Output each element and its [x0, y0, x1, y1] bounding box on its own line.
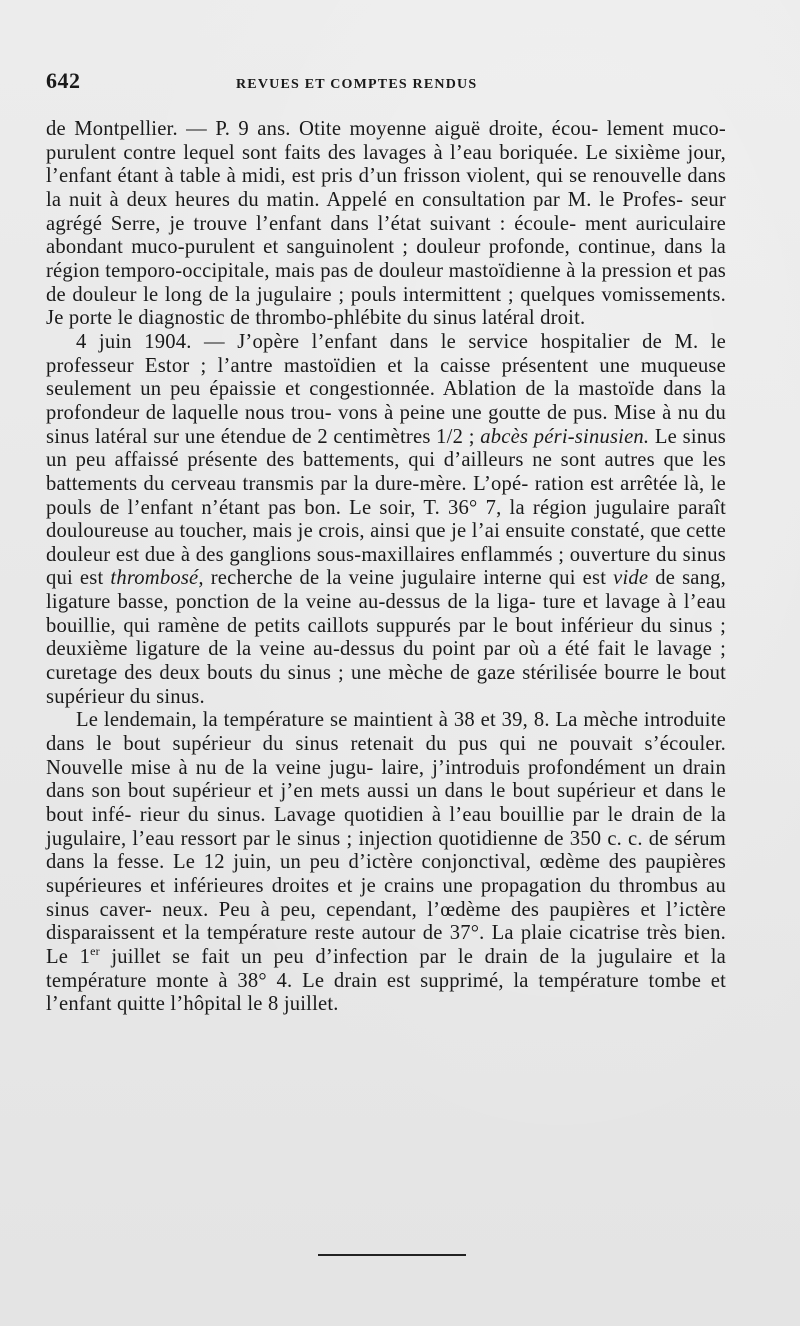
text-line: disparaissent et la température reste autour de 37°. La plaie [46, 922, 562, 945]
text-line: supprimé, la température tombe et l’enfant quitte l’hôpital le [46, 969, 726, 1016]
italic-phrase: abcès péri-sinusien. [480, 425, 650, 448]
italic-word: thrombosé, [110, 567, 204, 590]
text-line: au-dessus du point par où a été fait le lavage ; curetage des [46, 638, 726, 685]
text-line: jugulaire ; pouls intermittent ; quelques vomissements. Je porte le [46, 283, 726, 330]
text-line: une muqueuse seulement un peu épaissie et congestionnée. [46, 354, 726, 401]
paragraph-follow-up [46, 709, 726, 1017]
text-line: seur agrégé Serre, je trouve l’enfant dans l’état suivant : écoule- [46, 188, 726, 235]
text-line: je crois, ainsi que je l’ai ensuite constaté, que cette douleur est due à [46, 520, 726, 566]
text-line: deux heures du matin. Appelé en consultation par M. le Profes- [126, 188, 684, 211]
text-line: La mèche introduite dans le bout supérieur du sinus retenait du [46, 709, 726, 756]
text-line-part: est [79, 567, 111, 590]
text-line: vons à peine une goutte de pus. Mise à nu du sinus latéral sur une [46, 401, 726, 448]
text-line: laire, j’introduis profondément un drain dans son bout supérieur [46, 756, 726, 803]
text-line: M. le professeur Estor ; l’antre mastoïdien et la caisse présentent [46, 330, 726, 377]
text-line-part: étendue de 2 centimètres 1/2 ; [220, 425, 481, 448]
text-line: douleur mastoïdienne à la pression et pas de douleur le long de la [46, 259, 726, 306]
paragraph-case-history [46, 118, 726, 331]
text-line: T. 36° 7, la région jugulaire paraît douloureuse au toucher, mais [46, 496, 726, 543]
text-line-part: Le sinus un [46, 425, 726, 472]
text-line: que les battements du cerveau transmis par la dure-mère. L’opé- [46, 449, 726, 495]
page-header [46, 68, 726, 104]
text-line: deux bouts du sinus ; une mèche de gaze stérilisée bourre le bout [159, 662, 726, 685]
text-line: jugulaire, l’eau ressort par le sinus ; injection quotidienne de [46, 827, 564, 850]
section-end-rule [318, 1254, 466, 1256]
text-line-part: juillet se fait un peu d’infection par le [99, 945, 474, 968]
text-line: l’eau boriquée. Le sixième jour, l’enfant étant à table à midi, [46, 141, 726, 188]
text-line: droites et je crains une propagation du thrombus au sinus caver- [46, 875, 726, 921]
text-line: pus qui ne pouvait s’écouler. Nouvelle mise à nu de la veine jugu- [46, 733, 726, 779]
paragraph-operation [46, 331, 726, 710]
text-line: est pris d’un frisson violent, qui se renouvelle dans la nuit à [46, 165, 726, 211]
text-line: ture et lavage à l’eau bouillie, qui ramène de petits caillots suppurés [46, 591, 726, 637]
text-line: conjonctival, œdème des paupières supérieures et inférieures [46, 851, 727, 897]
text-line: drain de la jugulaire et la température monte à 38° 4. Le drain est [46, 945, 726, 992]
text-line: par le bout inférieur du sinus ; deuxième ligature de la veine [46, 614, 726, 661]
italic-word: vide [613, 567, 649, 590]
text-line: ment auriculaire abondant muco-purulent et sanguinolent ; douleur [46, 212, 727, 259]
text-line: neux. Peu à peu, cependant, l’œdème des paupières et l’ictère [162, 898, 726, 921]
text-line: ration est arrêtée là, le pouls de l’enfant n’étant pas bon. Le soir, [46, 472, 726, 519]
text-line: de Montpellier. — P. 9 ans. Otite moyenne aiguë droite, écou- [46, 118, 599, 140]
text-line: 8 juillet. [267, 993, 339, 1016]
body-text [46, 118, 726, 1017]
text-line: 350 c. c. de sérum dans la fesse. Le 12 juin, un peu d’ictère [46, 827, 726, 874]
text-line: peu affaissé présente des battements, qui d’ailleurs ne sont autres [75, 449, 655, 472]
text-line: lement muco-purulent contre lequel sont faits des lavages à [46, 118, 726, 164]
text-line: Ablation de la mastoïde dans la profondeur de laquelle nous trou- [46, 378, 726, 424]
running-head: REVUES ET COMPTES RENDUS [236, 77, 478, 92]
text-line: et j’en mets aussi un dans le bout supérieur et dans le bout infé- [46, 780, 726, 827]
page-number: 642 [46, 68, 81, 93]
text-line: profonde, continue, dans la région temporo-occipitale, mais pas de [46, 236, 726, 282]
text-line: des ganglions sous-maxillaires enflammés ; ouverture du sinus qui [46, 543, 726, 590]
text-line: rieur du sinus. Lavage quotidien à l’eau bouillie par le drain de la [139, 804, 726, 827]
text-line: 4 juin 1904. — J’opère l’enfant dans le service hospitalier de [76, 330, 662, 353]
text-line-part: recherche de la veine jugulaire interne qui est [203, 567, 614, 590]
text-line: diagnostic de thrombo-phlébite du sinus latéral droit. [138, 307, 586, 330]
text-line: de sang, ligature basse, ponction de la veine au-dessus de la liga- [46, 567, 726, 614]
text-line: supérieur du sinus. [46, 685, 205, 708]
text-line-part: cicatrise très bien. Le 1 [46, 922, 726, 968]
superscript: er [90, 943, 100, 958]
text-line: Le lendemain, la température se maintient à 38 et 39, 8. [76, 709, 550, 732]
